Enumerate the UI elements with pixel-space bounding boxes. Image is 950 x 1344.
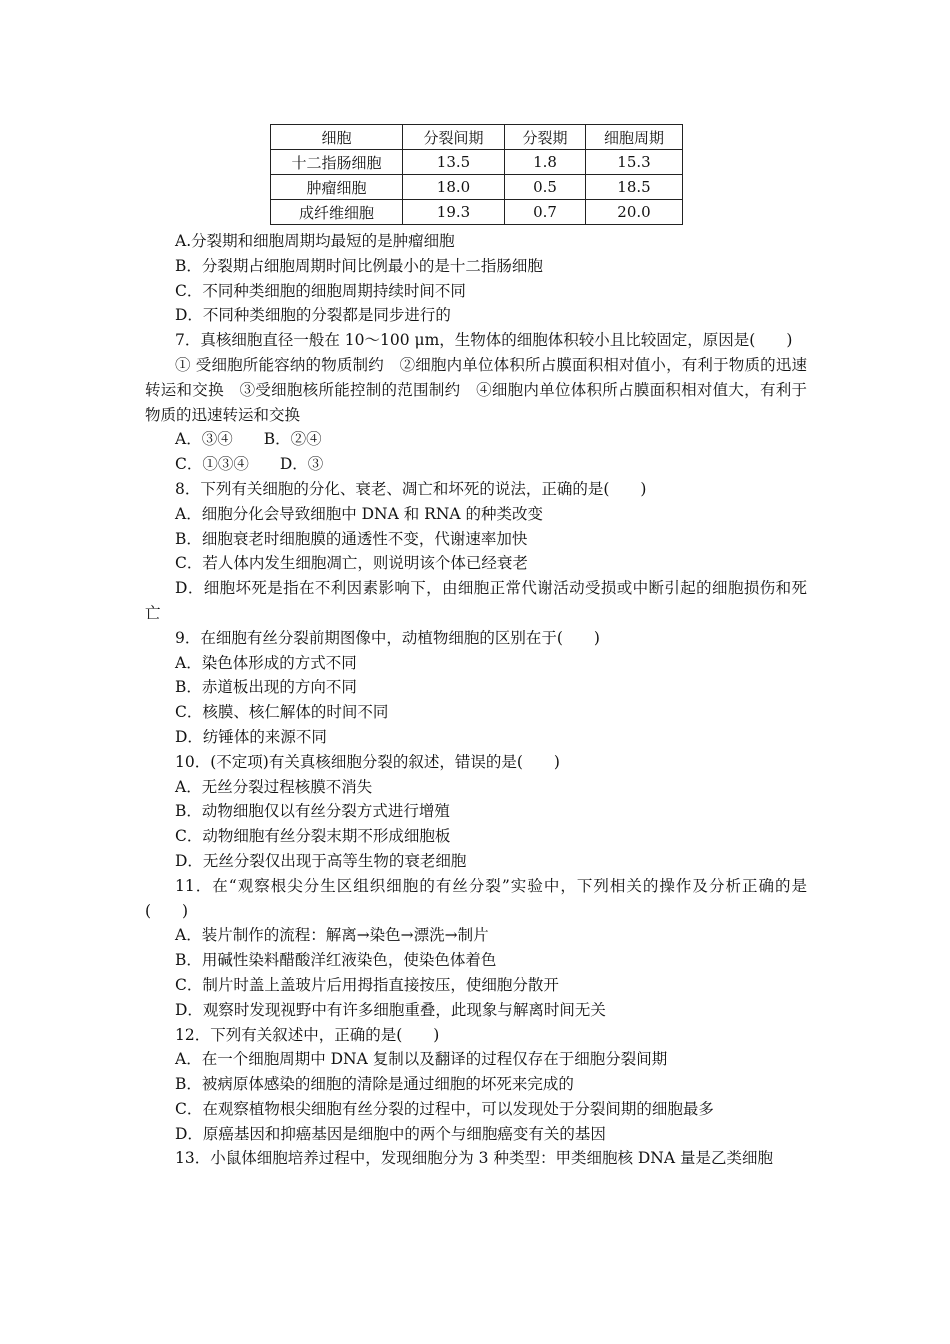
cell-cycle-table (270, 124, 683, 225)
q10-stem: 10．(不定项)有关真核细胞分裂的叙述，错误的是( ) (175, 752, 560, 771)
q6-option-b: B．分裂期占细胞周期时间比例最小的是十二指肠细胞 (175, 256, 543, 275)
table-header-cell: 分裂间期 (403, 125, 505, 150)
table-cell: 肿瘤细胞 (271, 175, 403, 200)
q7-options-ab: A．③④ B．②④ (175, 430, 322, 449)
q9-option-b: B．赤道板出现的方向不同 (175, 678, 357, 697)
q11-stem: 11．在“观察根尖分生区组织细胞的有丝分裂”实验中，下列相关的操作及分析正确的是( ) (145, 876, 807, 920)
table-cell: 18.5 (586, 175, 683, 200)
q7-options-cd: C．①③④ D．③ (175, 455, 324, 474)
q9-stem: 9．在细胞有丝分裂前期图像中，动植物细胞的区别在于( ) (175, 628, 600, 647)
q6-option-a: A.分裂期和细胞周期均最短的是肿瘤细胞 (175, 232, 455, 250)
q9-option-c: C．核膜、核仁解体的时间不同 (175, 703, 389, 722)
q11-option-a: A．装片制作的流程：解离→染色→漂洗→制片 (175, 926, 489, 945)
q10-option-a: A．无丝分裂过程核膜不消失 (175, 777, 373, 796)
q12-stem: 12．下列有关叙述中，正确的是( ) (175, 1025, 440, 1044)
q10-option-d: D．无丝分裂仅出现于高等生物的衰老细胞 (175, 851, 467, 870)
q11-option-b: B．用碱性染料醋酸洋红液染色，使染色体着色 (175, 951, 497, 970)
table-row (271, 200, 683, 225)
q8-option-c: C．若人体内发生细胞凋亡，则说明该个体已经衰老 (175, 554, 528, 573)
table-header-cell: 细胞 (271, 125, 403, 150)
q12-option-c: C．在观察植物根尖细胞有丝分裂的过程中，可以发现处于分裂间期的细胞最多 (175, 1099, 714, 1118)
q12-option-b: B．被病原体感染的细胞的清除是通过细胞的坏死来完成的 (175, 1075, 574, 1094)
q8-stem: 8．下列有关细胞的分化、衰老、凋亡和坏死的说法，正确的是( ) (175, 479, 647, 498)
q6-option-c: C．不同种类细胞的细胞周期持续时间不同 (175, 281, 466, 300)
table-header-row (271, 125, 683, 150)
table-row (271, 150, 683, 175)
table-cell: 0.7 (505, 200, 586, 225)
q11-option-c: C．制片时盖上盖玻片后用拇指直接按压，使细胞分散开 (175, 975, 559, 994)
q9-option-a: A．染色体形成的方式不同 (175, 653, 357, 672)
question-list (145, 229, 807, 1171)
q11-option-d: D．观察时发现视野中有许多细胞重叠，此现象与解离时间无关 (175, 1000, 606, 1019)
table-cell: 13.5 (403, 150, 505, 175)
q13-stem: 13．小鼠体细胞培养过程中，发现细胞分为 3 种类型：甲类细胞核 DNA 量是乙类细胞 (175, 1149, 773, 1168)
q10-option-c: C．动物细胞有丝分裂末期不形成细胞板 (175, 827, 451, 846)
table-cell: 19.3 (403, 200, 505, 225)
q9-option-d: D．纺锤体的来源不同 (175, 727, 327, 746)
q8-option-d: D．细胞坏死是指在不利因素影响下，由细胞正常代谢活动受损或中断引起的细胞损伤和死亡 (145, 579, 807, 622)
q8-option-b: B．细胞衰老时细胞膜的通透性不变，代谢速率加快 (175, 529, 528, 548)
table-cell: 成纤维细胞 (271, 200, 403, 225)
table-row (271, 175, 683, 200)
table-cell: 0.5 (505, 175, 586, 200)
table-header-cell: 细胞周期 (586, 125, 683, 150)
q7-stem: 7．真核细胞直径一般在 10～100 μm，生物体的细胞体积较小且比较固定，原因是( ) (175, 331, 793, 350)
q6-option-d: D．不同种类细胞的分裂都是同步进行的 (175, 306, 451, 325)
q10-option-b: B．动物细胞仅以有丝分裂方式进行增殖 (175, 802, 450, 821)
table-cell: 18.0 (403, 175, 505, 200)
q12-option-a: A．在一个细胞周期中 DNA 复制以及翻译的过程仅存在于细胞分裂间期 (175, 1050, 668, 1069)
q12-option-d: D．原癌基因和抑癌基因是细胞中的两个与细胞癌变有关的基因 (175, 1124, 606, 1143)
table-cell: 20.0 (586, 200, 683, 225)
table-cell: 1.8 (505, 150, 586, 175)
table-cell: 15.3 (586, 150, 683, 175)
q7-statements: ① 受细胞所能容纳的物质制约 ②细胞内单位体积所占膜面积相对值小，有利于物质的迅速转运和交换 ③受细胞核所能控制的范围制约 ④细胞内单位体积所占膜面积相对值大，有利于物质的迅速转运和交换 (145, 355, 807, 424)
table-header-cell: 分裂期 (505, 125, 586, 150)
table-cell: 十二指肠细胞 (271, 150, 403, 175)
q8-option-a: A．细胞分化会导致细胞中 DNA 和 RNA 的种类改变 (175, 504, 544, 523)
